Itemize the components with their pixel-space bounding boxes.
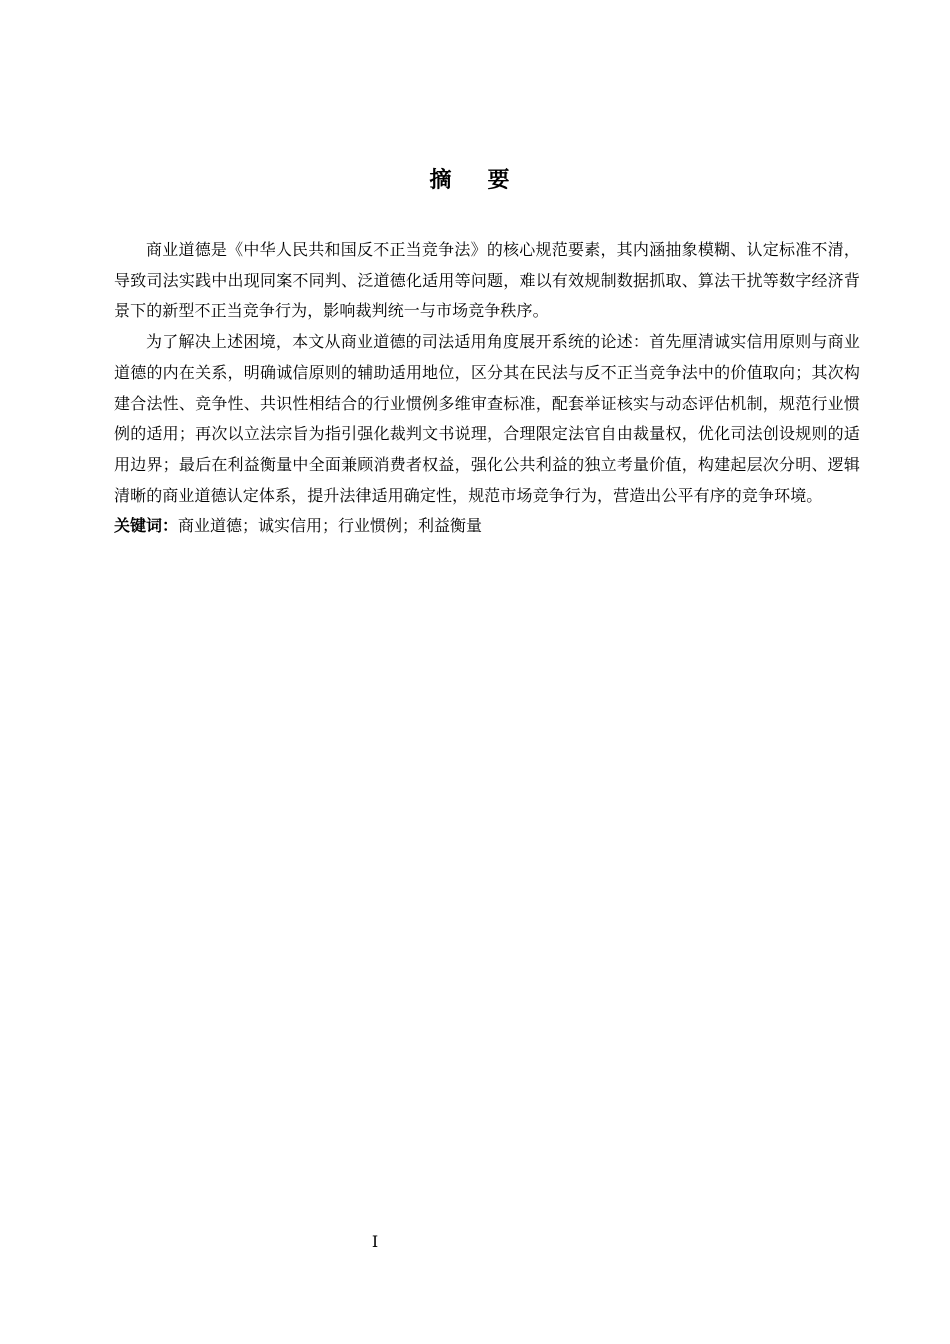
keywords-text: 商业道德；诚实信用；行业惯例；利益衡量 xyxy=(178,516,483,536)
keywords-line xyxy=(114,511,860,542)
abstract-paragraph-1: 商业道德是《中华人民共和国反不正当竞争法》的核心规范要素，其内涵抽象模糊、认定标准不清，导致司法实践中出现同案不同判、泛道德化适用等问题，难以有效规制数据抓取、算法干扰等数字经济背景下的新型不正当竞争行为，影响裁判统一与市场竞争秩序。 xyxy=(114,240,860,321)
page-number: I xyxy=(371,1232,379,1251)
abstract-title: 摘要 xyxy=(429,168,546,193)
abstract-body xyxy=(114,235,860,542)
keywords-label: 关键词： xyxy=(114,516,179,536)
abstract-paragraph-2: 为了解决上述困境，本文从商业道德的司法适用角度展开系统的论述：首先厘清诚实信用原则与商业道德的内在关系，明确诚信原则的辅助适用地位，区分其在民法与反不正当竞争法中的价值取向；其次构建合法性、竞争性、共识性相结合的行业惯例多维审查标准，配套举证核实与动态评估机制，规范行业惯例的适用；再次以立法宗旨为指引强化裁判文书说理，合理限定法官自由裁量权，优化司法创设规则的适用边界；最后在利益衡量中全面兼顾消费者权益，强化公共利益的独立考量价值，构建起层次分明、逻辑清晰的商业道德认定体系，提升法律适用确定性，规范市场竞争行为，营造出公平有序的竞争环境。 xyxy=(114,332,860,505)
